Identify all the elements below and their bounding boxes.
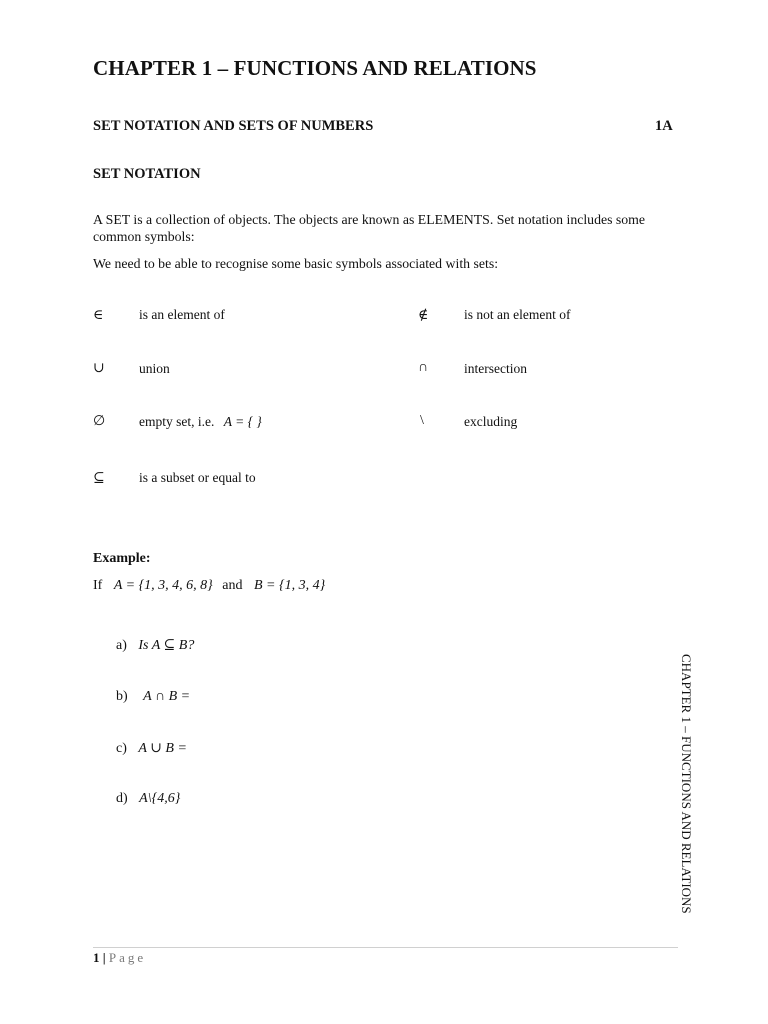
- question-letter: d): [116, 791, 128, 806]
- excluding-symbol: \: [420, 413, 424, 428]
- set-b-definition: B = {1, 3, 4}: [254, 578, 326, 593]
- question-b: [116, 689, 190, 705]
- side-chapter-title: CHAPTER 1 – FUNCTIONS AND RELATIONS: [679, 654, 694, 914]
- symbols-intro-paragraph: We need to be able to recognise some basic symbols associated with sets:: [93, 256, 499, 271]
- question-c: [116, 740, 187, 757]
- footer-separator: |: [102, 950, 106, 965]
- question-text: A ∩ B =: [143, 689, 191, 704]
- page-label: Page: [108, 950, 147, 965]
- empty-set-symbol: ∅: [93, 414, 106, 429]
- empty-set-meaning-text: empty set, i.e.: [139, 414, 215, 429]
- question-text: A\{4,6}: [139, 791, 181, 806]
- chapter-title: CHAPTER 1 – FUNCTIONS AND RELATIONS: [93, 56, 537, 80]
- question-text: A ∪ B =: [138, 741, 187, 756]
- empty-set-meaning: [139, 414, 262, 430]
- example-label: Example:: [93, 551, 151, 566]
- intersection-meaning: intersection: [464, 361, 527, 376]
- subset-meaning: is a subset or equal to: [139, 470, 256, 485]
- intro-paragraph: A SET is a collection of objects. The objects are known as ELEMENTS. Set notation includes some common symbols:: [93, 212, 646, 244]
- question-letter: a): [116, 638, 127, 653]
- subsection-heading: SET NOTATION: [93, 166, 201, 182]
- subset-symbol: ⊆: [93, 471, 105, 486]
- question-text: Is A ⊆ B?: [138, 638, 195, 653]
- section-heading: SET NOTATION AND SETS OF NUMBERS: [93, 118, 374, 134]
- footer-divider: [93, 947, 678, 948]
- page-footer: [93, 950, 146, 966]
- section-code: 1A: [655, 118, 673, 134]
- empty-set-math: A = { }: [223, 414, 262, 429]
- union-meaning: union: [139, 361, 170, 376]
- element-of-meaning: is an element of: [139, 307, 225, 322]
- example-if: If: [93, 578, 103, 593]
- example-and: and: [222, 578, 243, 593]
- question-d: [116, 791, 180, 807]
- not-element-of-symbol: ∉: [418, 308, 429, 323]
- example-statement: [93, 578, 325, 594]
- excluding-meaning: excluding: [464, 414, 518, 429]
- set-a-definition: A = {1, 3, 4, 6, 8}: [113, 578, 213, 593]
- not-element-of-meaning: is not an element of: [464, 307, 571, 322]
- question-letter: b): [116, 689, 128, 704]
- union-symbol: ∪: [93, 361, 105, 376]
- page-number: 1: [93, 950, 100, 965]
- question-a: [116, 637, 194, 654]
- question-letter: c): [116, 741, 127, 756]
- intersection-symbol: ∩: [418, 360, 429, 375]
- element-of-symbol: ∈: [93, 308, 104, 323]
